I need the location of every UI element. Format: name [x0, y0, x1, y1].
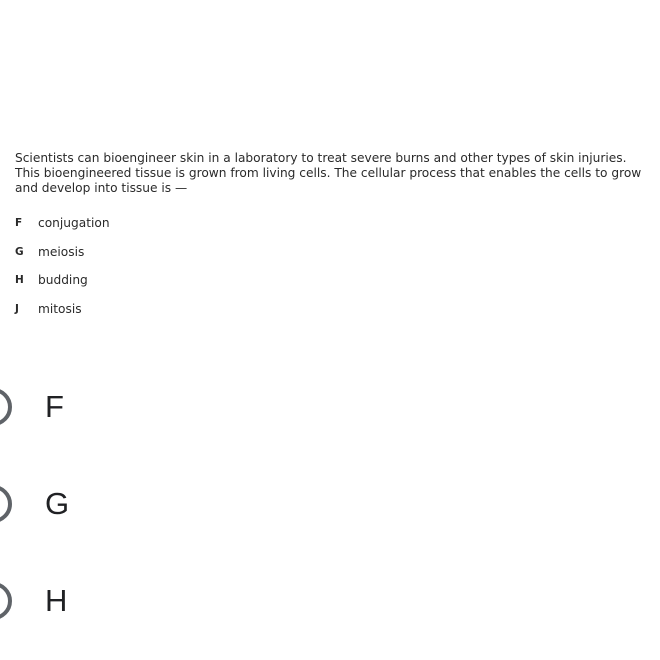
choice-item	[15, 209, 110, 238]
choice-item	[15, 295, 110, 324]
choice-letter: J	[15, 302, 19, 315]
question-text: Scientists can bioengineer skin in a laboratory to treat severe burns and other types of skin injuries. This bioengineered tissue is grown from living cells. The cellular process that enables the cells to grow and develop into tissue is —	[15, 151, 642, 195]
choice-letter: G	[15, 245, 24, 258]
choice-letter: H	[15, 274, 24, 287]
choice-item	[15, 266, 110, 295]
choice-text: mitosis	[38, 301, 82, 316]
answer-option-f[interactable]	[0, 382, 300, 442]
radio-button[interactable]	[0, 582, 12, 620]
answer-option-label: F	[45, 389, 64, 424]
answer-option-label: H	[45, 583, 68, 618]
choice-text: budding	[38, 273, 88, 288]
choice-list	[15, 209, 110, 323]
answer-option-g[interactable]	[0, 479, 300, 539]
choice-letter: F	[15, 217, 23, 230]
choice-text: conjugation	[38, 216, 110, 231]
choice-item	[15, 238, 110, 267]
choice-text: meiosis	[38, 244, 85, 259]
answer-option-h[interactable]	[0, 576, 300, 636]
radio-button[interactable]	[0, 485, 12, 523]
radio-button[interactable]	[0, 388, 12, 426]
answer-option-label: G	[45, 486, 70, 521]
